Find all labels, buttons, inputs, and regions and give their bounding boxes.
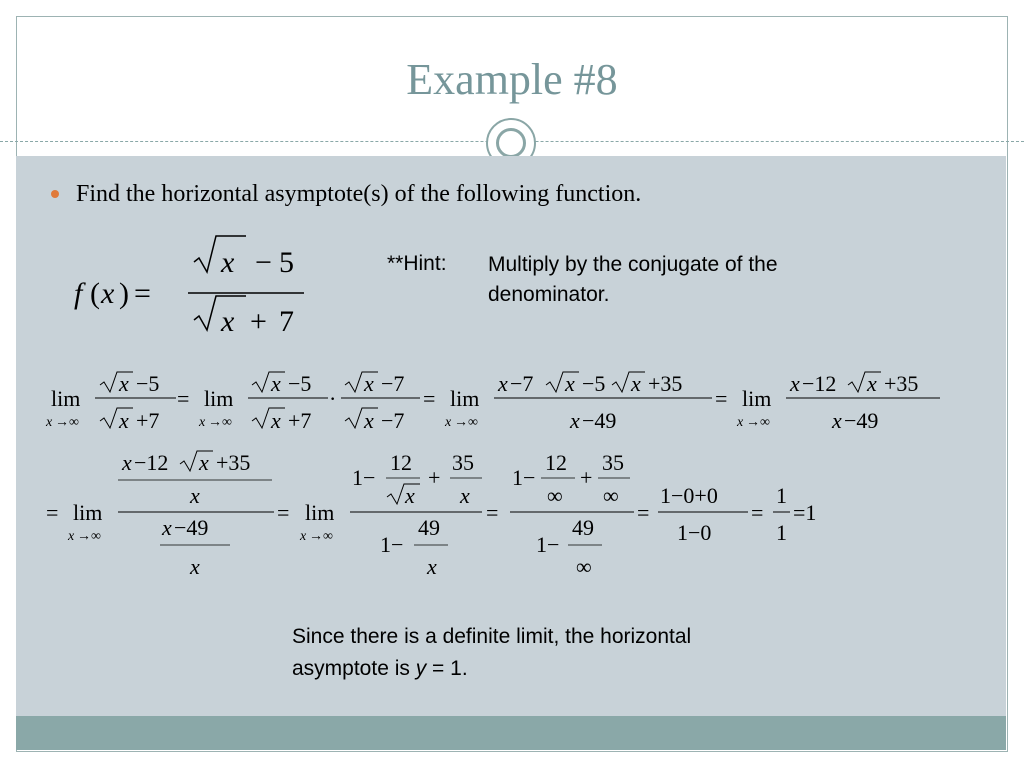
svg-text:1−: 1− — [352, 465, 376, 490]
svg-text:1−: 1− — [512, 465, 536, 490]
svg-text:x: x — [221, 246, 235, 279]
svg-text:+35: +35 — [884, 371, 919, 396]
svg-text:→∞: →∞ — [55, 415, 79, 430]
svg-text:(: ( — [90, 277, 100, 310]
limit-line-1 — [45, 371, 940, 433]
svg-text:−7: −7 — [381, 371, 405, 396]
svg-text:x: x — [867, 371, 877, 396]
svg-text:49: 49 — [572, 515, 594, 540]
svg-text:lim: lim — [305, 500, 335, 525]
conclusion-after: = 1. — [426, 657, 468, 680]
svg-text:49: 49 — [418, 515, 440, 540]
svg-text:12: 12 — [545, 450, 567, 475]
svg-text:x: x — [570, 408, 580, 433]
svg-text:x: x — [364, 408, 374, 433]
svg-text:−49: −49 — [582, 408, 617, 433]
svg-text:lim: lim — [51, 386, 81, 411]
svg-text:x: x — [790, 371, 800, 396]
svg-text:x: x — [199, 415, 206, 430]
svg-text:x: x — [565, 371, 575, 396]
svg-text:x: x — [122, 450, 132, 475]
svg-text:x: x — [498, 371, 508, 396]
svg-text:x: x — [271, 408, 281, 433]
svg-text:1−0+0: 1−0+0 — [660, 483, 718, 508]
limit-line-2 — [46, 450, 816, 579]
svg-text:=: = — [177, 386, 190, 411]
svg-text:+7: +7 — [136, 408, 160, 433]
svg-text:35: 35 — [602, 450, 624, 475]
svg-text:x: x — [221, 305, 235, 338]
svg-text:+: + — [250, 305, 267, 338]
svg-text:∞: ∞ — [576, 554, 592, 579]
svg-text:1−0: 1−0 — [677, 520, 712, 545]
conclusion-variable: y — [415, 657, 427, 680]
bullet-text: Find the horizontal asymptote(s) of the following function. — [76, 181, 642, 207]
svg-text:+: + — [428, 465, 441, 490]
svg-text:lim: lim — [742, 386, 772, 411]
svg-text:→∞: →∞ — [454, 415, 478, 430]
svg-text:1: 1 — [776, 483, 787, 508]
svg-text:x: x — [101, 277, 115, 310]
svg-text:x: x — [46, 415, 53, 430]
svg-text:−5: −5 — [136, 371, 160, 396]
svg-text:−12: −12 — [134, 450, 169, 475]
svg-text:→∞: →∞ — [77, 529, 101, 544]
svg-text:x: x — [68, 529, 75, 544]
hint-text: Multiply by the conjugate of the denominator. — [488, 253, 778, 306]
svg-text:+35: +35 — [216, 450, 251, 475]
svg-text:+7: +7 — [288, 408, 312, 433]
svg-text:lim: lim — [73, 500, 103, 525]
svg-text:x: x — [737, 415, 744, 430]
svg-text:x: x — [119, 371, 129, 396]
svg-text:·: · — [329, 386, 337, 411]
svg-text:7: 7 — [279, 305, 294, 338]
svg-text:∞: ∞ — [547, 483, 563, 508]
svg-text:lim: lim — [450, 386, 480, 411]
svg-text:): ) — [119, 277, 129, 310]
svg-text:=1: =1 — [793, 500, 817, 525]
svg-text:−49: −49 — [174, 515, 209, 540]
svg-text:=: = — [486, 500, 499, 525]
svg-text:→∞: →∞ — [746, 415, 770, 430]
svg-text:x: x — [364, 371, 374, 396]
svg-text:x: x — [190, 554, 200, 579]
svg-text:x: x — [162, 515, 172, 540]
svg-text:x: x — [445, 415, 452, 430]
function-definition — [74, 236, 304, 338]
svg-text:x: x — [832, 408, 842, 433]
svg-text:5: 5 — [279, 246, 294, 279]
svg-text:x: x — [300, 529, 307, 544]
svg-text:−: − — [255, 246, 272, 279]
svg-text:−7: −7 — [510, 371, 534, 396]
svg-text:x: x — [119, 408, 129, 433]
svg-text:12: 12 — [390, 450, 412, 475]
svg-text:x: x — [199, 450, 209, 475]
svg-text:−49: −49 — [844, 408, 879, 433]
svg-text:+35: +35 — [648, 371, 683, 396]
svg-text:−7: −7 — [381, 408, 405, 433]
svg-text:1−: 1− — [380, 532, 404, 557]
svg-text:35: 35 — [452, 450, 474, 475]
svg-text:→∞: →∞ — [208, 415, 232, 430]
svg-text:−12: −12 — [802, 371, 837, 396]
svg-text:∞: ∞ — [603, 483, 619, 508]
svg-text:f: f — [74, 277, 83, 310]
svg-text:=: = — [46, 500, 59, 525]
svg-text:=: = — [637, 500, 650, 525]
svg-text:x: x — [460, 483, 470, 508]
svg-text:x: x — [427, 554, 437, 579]
slide-title: Example #8 — [406, 55, 618, 104]
hint-label: **Hint: — [387, 252, 447, 275]
svg-text:1: 1 — [776, 520, 787, 545]
svg-text:x: x — [190, 483, 200, 508]
svg-text:=: = — [751, 500, 764, 525]
svg-text:+: + — [580, 465, 593, 490]
svg-text:=: = — [423, 386, 436, 411]
svg-text:=: = — [715, 386, 728, 411]
svg-text:x: x — [271, 371, 281, 396]
svg-text:=: = — [134, 277, 151, 310]
conclusion-before: Since there is a definite limit, the horizontal asymptote is — [292, 625, 692, 680]
svg-text:x: x — [405, 483, 415, 508]
svg-text:−5: −5 — [582, 371, 606, 396]
svg-text:=: = — [277, 500, 290, 525]
svg-text:1−: 1− — [536, 532, 560, 557]
svg-text:−5: −5 — [288, 371, 312, 396]
svg-text:lim: lim — [204, 386, 234, 411]
svg-text:→∞: →∞ — [309, 529, 333, 544]
svg-text:x: x — [631, 371, 641, 396]
